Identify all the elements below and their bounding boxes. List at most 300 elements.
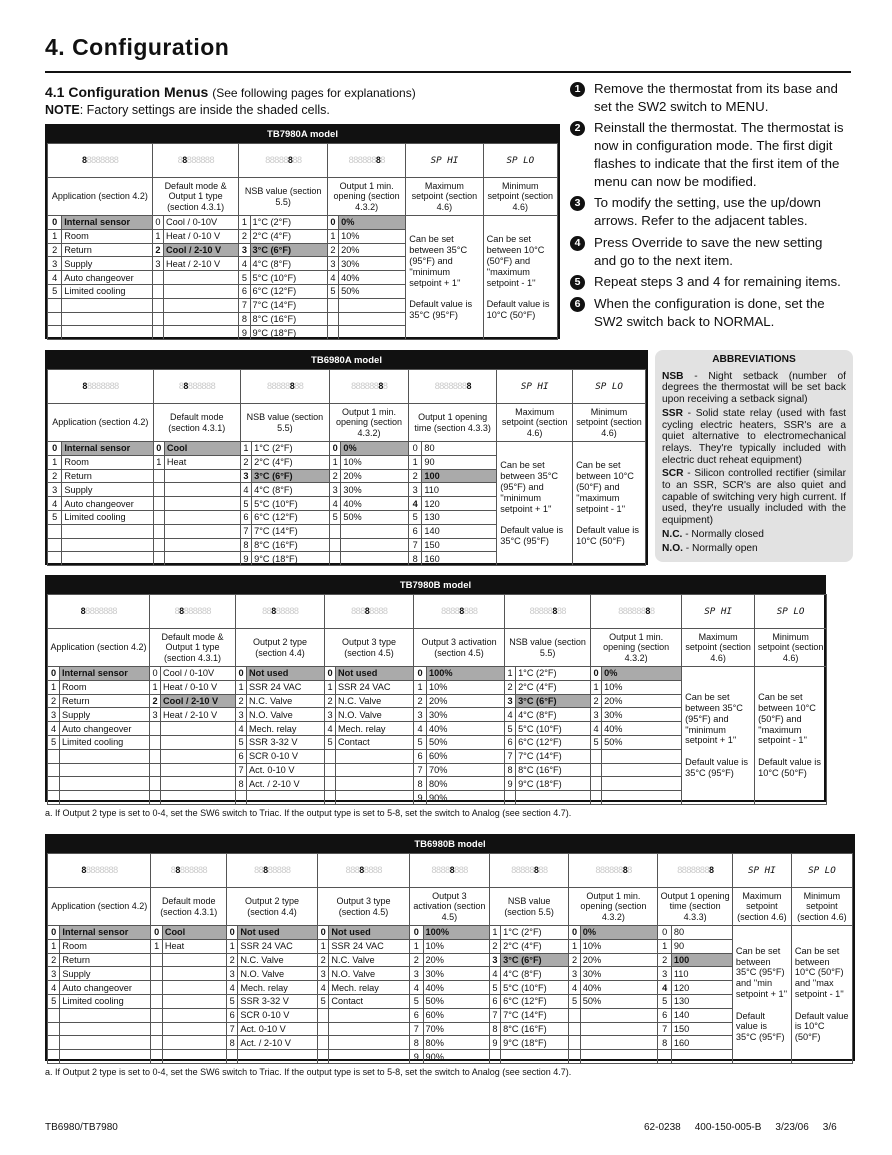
table-cell [62, 312, 153, 326]
table-cell: 3 [226, 967, 237, 981]
table-cell: 1°C (2°F) [252, 442, 330, 456]
table-cell [325, 749, 336, 763]
table-cell: Supply [62, 257, 153, 271]
column-header: Minimum setpoint (section 4.6) [483, 178, 557, 216]
table-cell: 6 [489, 994, 500, 1008]
table-cell: 8 [240, 538, 251, 552]
column-header: Default mode (section 4.3.1) [153, 404, 240, 442]
footer-doc: 62-0238 [644, 1122, 681, 1133]
table-cell [152, 284, 163, 298]
table-cell: 0 [330, 442, 341, 456]
splo-display: SP LO [755, 595, 827, 629]
table-cell [60, 1008, 151, 1022]
cell-text: Can be set between 35°C (95°F) and ''min setpoint + 1'' [735, 945, 788, 1000]
table-cell: 5°C (10°F) [516, 722, 591, 736]
table-cell: 1°C (2°F) [501, 926, 569, 940]
table-cell [161, 763, 236, 777]
table-cell: 8 [409, 552, 422, 566]
table-tb7980a [45, 124, 560, 339]
table-cell [238, 1050, 318, 1064]
config-table [47, 143, 558, 340]
table-cell: 100 [671, 953, 732, 967]
table-row [48, 926, 853, 940]
table-cell [339, 312, 406, 326]
table-cell: 3 [48, 257, 62, 271]
table-row [48, 939, 853, 953]
abbr-def: - Silicon controlled rectifier (similar to an SSR, SCR's are also quiet and capable of switching very high current. If used, they're usually included with the equipment) [662, 468, 846, 527]
step-number: 5 [570, 275, 585, 290]
table-cell: 9 [239, 326, 250, 340]
table-cell: 3 [152, 257, 163, 271]
abbr-item [662, 371, 846, 406]
cell-text: Can be set between 10°C (50°F) and ''maximum setpoint - 1'' [758, 692, 816, 746]
table-cell: 1°C (2°F) [516, 667, 591, 681]
table-cell [658, 1050, 671, 1064]
table-cell: 80% [423, 1036, 489, 1050]
display-row [48, 370, 646, 404]
table-cell [48, 749, 60, 763]
table-cell: 160 [422, 552, 497, 566]
min-setpoint-cell [483, 216, 557, 340]
lcd-display: 88888888 [318, 854, 410, 888]
table-cell: Mech. relay [247, 722, 325, 736]
table-cell: 7 [505, 749, 516, 763]
table-cell: Return [60, 953, 151, 967]
table-cell: Limited cooling [60, 735, 150, 749]
table-cell: 1 [569, 939, 580, 953]
table-cell: 3 [48, 483, 62, 497]
table-cell: Mech. relay [329, 981, 410, 995]
table-cell [153, 552, 164, 566]
table-cell: 10% [427, 680, 505, 694]
table-cell: 3 [489, 953, 500, 967]
table-cell [336, 749, 414, 763]
table-cell: 0% [602, 667, 682, 681]
column-header: NSB value (section 5.5) [489, 888, 569, 926]
config-table [47, 594, 827, 805]
table-cell [602, 763, 682, 777]
min-setpoint-cell [755, 667, 827, 805]
table-cell [62, 298, 153, 312]
table-cell: 6 [409, 524, 422, 538]
step-number: 3 [570, 196, 585, 211]
table-cell: Cool / 0-10V [164, 216, 239, 230]
note-label: NOTE [45, 103, 80, 117]
table-row [48, 442, 646, 456]
table-cell [569, 1022, 580, 1036]
table-cell: Not used [336, 667, 414, 681]
table-cell: 5 [48, 510, 62, 524]
table-cell: 100 [422, 469, 497, 483]
table-cell [164, 298, 239, 312]
table-cell: SSR 24 VAC [238, 939, 318, 953]
lcd-display: 88888888 [505, 595, 591, 629]
footer-date: 3/23/06 [775, 1122, 809, 1133]
table-cell: 2 [505, 680, 516, 694]
table-cell [339, 326, 406, 340]
table-cell: Act. 0-10 V [247, 763, 325, 777]
min-setpoint-cell [573, 442, 646, 566]
table-cell: 0 [150, 667, 161, 681]
table-cell: 10% [339, 229, 406, 243]
table-cell: Supply [60, 967, 151, 981]
table-cell: 1 [48, 680, 60, 694]
table-cell: 10% [580, 939, 658, 953]
table-cell: 4 [414, 722, 427, 736]
table-cell [62, 524, 153, 538]
cell-text: Default value is 10°C (50°F) [576, 525, 639, 546]
table-cell [341, 552, 409, 566]
column-header: Application (section 4.2) [48, 178, 153, 216]
table-cell [153, 510, 164, 524]
table-cell: 7°C (14°F) [501, 1008, 569, 1022]
table-cell: Cool [162, 926, 226, 940]
table-cell: Cool [164, 442, 240, 456]
table-cell: 1 [410, 939, 423, 953]
table-cell [151, 953, 162, 967]
table-cell [569, 1008, 580, 1022]
table-row [48, 953, 853, 967]
column-header: Application (section 4.2) [48, 629, 150, 667]
table-cell: 50% [423, 994, 489, 1008]
table-cell: 5 [239, 271, 250, 285]
table-cell [162, 994, 226, 1008]
table-cell: 70% [427, 763, 505, 777]
table-cell: 4°C (8°F) [501, 967, 569, 981]
table-cell [327, 298, 338, 312]
table-title: TB6980A model [47, 352, 646, 369]
table-cell: 2 [591, 694, 602, 708]
table-cell: SSR 24 VAC [336, 680, 414, 694]
table-cell [48, 1008, 60, 1022]
table-row [48, 1050, 853, 1064]
table-cell: Heat / 2-10 V [164, 257, 239, 271]
lcd-display: 88888888 [658, 854, 732, 888]
table-cell [330, 524, 341, 538]
page-heading: 4. Configuration [45, 34, 230, 60]
table-cell: 2 [240, 455, 251, 469]
table-cell: Cool / 2-10 V [161, 694, 236, 708]
footnote: a. If Output 2 type is set to 0-4, set the SW6 switch to Triac. If the output type is set to 5-8, set the switch to Analog (see section 4.7). [45, 808, 572, 818]
table-cell: 1 [240, 442, 251, 456]
table-cell [153, 483, 164, 497]
table-cell: 2°C (4°F) [250, 229, 327, 243]
table-cell: 9 [410, 1050, 423, 1064]
table-cell: 40% [602, 722, 682, 736]
table-cell: 9°C (18°F) [516, 777, 591, 791]
table-cell: 5 [236, 735, 247, 749]
step-text: When the configuration is done, set the SW2 switch back to NORMAL. [594, 295, 825, 329]
table-cell: 2 [658, 953, 671, 967]
table-cell: 90% [423, 1050, 489, 1064]
table-cell [48, 791, 60, 805]
step-item [570, 234, 848, 270]
table-cell: 80 [671, 926, 732, 940]
table-cell [329, 1022, 410, 1036]
header-row [48, 178, 558, 216]
table-cell: Internal sensor [62, 442, 153, 456]
table-cell: 3 [48, 967, 60, 981]
cell-text: Can be set between 10°C (50°F) and ''max setpoint - 1'' [794, 945, 844, 1000]
table-cell: 0 [569, 926, 580, 940]
table-cell: 8 [414, 777, 427, 791]
table-cell: 4 [236, 722, 247, 736]
table-cell: SSR 3-32 V [238, 994, 318, 1008]
column-header: Output 1 min. opening (section 4.3.2) [591, 629, 682, 667]
table-cell [150, 749, 161, 763]
table-cell: 40% [580, 981, 658, 995]
table-cell [329, 1036, 410, 1050]
table-cell [602, 749, 682, 763]
table-cell: Room [62, 455, 153, 469]
table-cell [501, 1050, 569, 1064]
table-cell: 6°C (12°F) [501, 994, 569, 1008]
table-cell: N.O. Valve [336, 708, 414, 722]
table-cell: 20% [427, 694, 505, 708]
table-cell [325, 763, 336, 777]
sphi-display: SP HI [732, 854, 791, 888]
cell-text: 8 [287, 154, 293, 166]
table-cell [318, 1008, 329, 1022]
table-cell [329, 1008, 410, 1022]
table-cell: 7 [658, 1022, 671, 1036]
table-cell: 7 [409, 538, 422, 552]
table-cell [591, 749, 602, 763]
table-cell: Return [62, 243, 153, 257]
table-cell: 2 [489, 939, 500, 953]
table-cell [325, 777, 336, 791]
table-cell: Limited cooling [62, 510, 153, 524]
table-cell: Supply [62, 483, 153, 497]
cell-text: 8 [449, 864, 454, 876]
config-table [47, 369, 646, 566]
table-cell: 4°C (8°F) [250, 257, 327, 271]
table-cell [318, 1036, 329, 1050]
table-cell [152, 326, 163, 340]
table-cell [336, 777, 414, 791]
table-cell [580, 1022, 658, 1036]
table-cell [162, 953, 226, 967]
table-cell: 0 [658, 926, 671, 940]
table-cell [151, 994, 162, 1008]
footer-info [630, 1122, 837, 1133]
table-cell: Auto changeover [62, 497, 153, 511]
table-cell: Cool / 0-10V [161, 667, 236, 681]
table-cell: 6 [505, 735, 516, 749]
table-cell [671, 1050, 732, 1064]
table-title: TB7980B model [47, 577, 824, 594]
table-cell: 4 [569, 981, 580, 995]
table-cell: 50% [339, 284, 406, 298]
table-cell [327, 326, 338, 340]
table-cell [164, 271, 239, 285]
table-cell: 90 [422, 455, 497, 469]
table-cell: 110 [671, 967, 732, 981]
cell-text: 8 [181, 154, 187, 166]
table-cell: 3 [48, 708, 60, 722]
lcd-display: 88888888 [226, 854, 317, 888]
table-cell: Internal sensor [62, 216, 153, 230]
table-cell: 7 [489, 1008, 500, 1022]
table-cell [60, 1036, 151, 1050]
table-cell: 2 [325, 694, 336, 708]
column-header: Minimum setpoint (section 4.6) [573, 404, 646, 442]
table-cell: Room [62, 229, 153, 243]
table-cell: 140 [422, 524, 497, 538]
footer-model: TB6980/TB7980 [45, 1122, 118, 1133]
cell-text: Can be set between 10°C (50°F) and ''maximum setpoint - 1'' [576, 460, 634, 514]
table-cell: 2 [410, 953, 423, 967]
table-cell: 1 [239, 216, 250, 230]
table-cell: 110 [422, 483, 497, 497]
table-cell: Return [60, 694, 150, 708]
table-cell: 3 [658, 967, 671, 981]
table-cell [247, 791, 325, 805]
table-cell: 5°C (10°F) [501, 981, 569, 995]
table-cell: 0 [48, 926, 60, 940]
column-header: NSB value (section 5.5) [505, 629, 591, 667]
column-header: Maximum setpoint (section 4.6) [406, 178, 483, 216]
table-cell [60, 749, 150, 763]
table-cell: 1 [236, 680, 247, 694]
table-cell [162, 1036, 226, 1050]
table-cell: SSR 24 VAC [329, 939, 410, 953]
table-cell [161, 777, 236, 791]
lcd-display: 88888888 [410, 854, 490, 888]
table-cell: 5 [505, 722, 516, 736]
table-cell: 4 [240, 483, 251, 497]
table-cell: 5 [414, 735, 427, 749]
cell-text: Default value is 35°C (95°F) [409, 299, 473, 320]
column-header: Output 1 min. opening (section 4.3.2) [569, 888, 658, 926]
table-cell [161, 722, 236, 736]
sphi-display: SP HI [497, 370, 573, 404]
table-cell: 20% [423, 953, 489, 967]
footer-page: 3/6 [822, 1122, 837, 1133]
abbr-term: N.C. [662, 528, 683, 540]
table-cell: 5 [410, 994, 423, 1008]
column-header: Application (section 4.2) [48, 888, 151, 926]
table-cell: 3°C (6°F) [252, 469, 330, 483]
table-cell [336, 791, 414, 805]
table-cell [591, 791, 602, 805]
table-cell [161, 735, 236, 749]
step-number: 2 [570, 121, 585, 136]
table-cell: 4 [48, 981, 60, 995]
lcd-display: 88888888 [325, 595, 414, 629]
column-header: Maximum setpoint (section 4.6) [732, 888, 791, 926]
cell-text: Default value is 35°C (95°F) [500, 525, 564, 546]
table-cell: SCR 0-10 V [238, 1008, 318, 1022]
table-cell [62, 326, 153, 340]
table-cell: 3 [410, 967, 423, 981]
table-cell: Limited cooling [62, 284, 153, 298]
table-cell [602, 791, 682, 805]
table-cell [325, 791, 336, 805]
table-cell: 1 [489, 926, 500, 940]
table-cell [591, 763, 602, 777]
table-cell: 3 [150, 708, 161, 722]
table-cell: 0% [580, 926, 658, 940]
table-cell: 3 [330, 483, 341, 497]
table-cell: 9 [240, 552, 251, 566]
column-header: Application (section 4.2) [48, 404, 154, 442]
table-cell: 5 [318, 994, 329, 1008]
cell-text: 8 [552, 605, 557, 617]
table-cell: N.O. Valve [238, 967, 318, 981]
table-cell [164, 510, 240, 524]
table-cell [60, 791, 150, 805]
table-cell: 5 [325, 735, 336, 749]
table-cell: Mech. relay [238, 981, 318, 995]
cell-text: 8 [359, 864, 364, 876]
table-cell: 0 [226, 926, 237, 940]
table-cell [341, 524, 409, 538]
table-cell: 1 [505, 667, 516, 681]
cell-text: Default value is 10°C (50°F) [794, 1010, 849, 1043]
table-cell: 20% [602, 694, 682, 708]
table-cell: Supply [60, 708, 150, 722]
table-cell: 8°C (16°F) [501, 1022, 569, 1036]
table-cell: 1 [327, 229, 338, 243]
lcd-display: 88888888 [236, 595, 325, 629]
table-cell [151, 1036, 162, 1050]
abbr-item [662, 529, 846, 541]
cell-text: Can be set between 35°C (95°F) and ''minimum setpoint + 1'' [409, 234, 468, 288]
table-cell: 4 [226, 981, 237, 995]
table-cell: 7 [236, 763, 247, 777]
abbr-item [662, 543, 846, 555]
table-cell: 2 [414, 694, 427, 708]
table-cell: 1 [325, 680, 336, 694]
table-cell: 4 [410, 981, 423, 995]
table-cell [164, 483, 240, 497]
table-cell: 30% [427, 708, 505, 722]
table-cell: 2 [48, 694, 60, 708]
table-cell: 3°C (6°F) [250, 243, 327, 257]
table-cell: 4 [318, 981, 329, 995]
table-cell: 130 [422, 510, 497, 524]
cell-text: 8 [466, 380, 471, 392]
table-cell: 6 [226, 1008, 237, 1022]
table-cell: 30% [341, 483, 409, 497]
lcd-display: 88888888 [153, 370, 240, 404]
table-cell: 0 [48, 667, 60, 681]
abbr-term: SSR [662, 407, 683, 419]
table-cell: 50% [427, 735, 505, 749]
table-cell: 4 [330, 497, 341, 511]
table-cell: 3 [414, 708, 427, 722]
table-cell: 4 [327, 271, 338, 285]
table-cell [162, 981, 226, 995]
table-cell: 8 [226, 1036, 237, 1050]
table-cell: Contact [336, 735, 414, 749]
table-cell: 50% [341, 510, 409, 524]
column-header: Default mode & Output 1 type (section 4.3.1) [150, 629, 236, 667]
max-setpoint-cell [497, 442, 573, 566]
header-row [48, 888, 853, 926]
table-cell: 10% [423, 939, 489, 953]
table-cell: 140 [671, 1008, 732, 1022]
table-cell: 3 [569, 967, 580, 981]
column-header: Output 1 min. opening (section 4.3.2) [330, 404, 409, 442]
table-cell [569, 1036, 580, 1050]
table-row [48, 1022, 853, 1036]
table-cell: 0 [318, 926, 329, 940]
display-row [48, 854, 853, 888]
table-cell [162, 1022, 226, 1036]
table-cell: 4 [489, 967, 500, 981]
